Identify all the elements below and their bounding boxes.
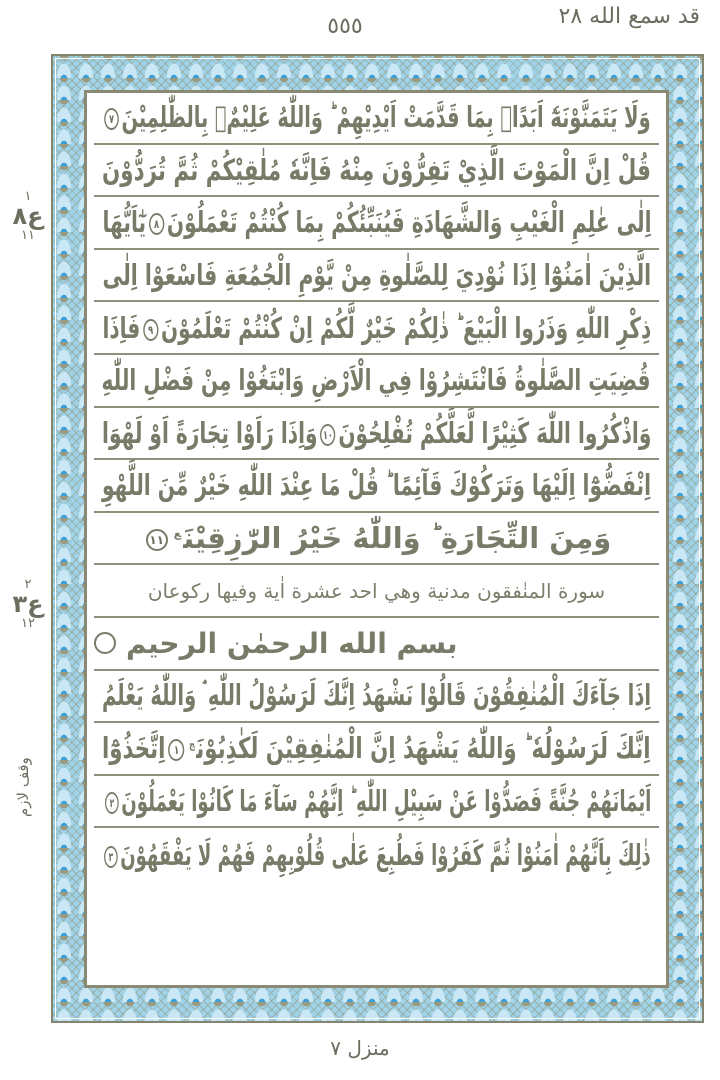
waqf-mark: ج xyxy=(189,737,196,751)
verse-line xyxy=(94,828,659,881)
verse-line-text xyxy=(102,153,651,187)
verse-text: اِذَا جَآءَكَ الْمُنٰفِقُوْنَ قَالُوْا نَشْهَدُ اِنَّكَ لَرَسُوْلُ اللّٰهِ ۘ وَاللّٰهُ يَعْلَمُ xyxy=(101,678,652,713)
verse-line xyxy=(94,250,659,303)
ruku-note-middle: ع٨ xyxy=(12,201,44,230)
ayah-number-marker: ٢ xyxy=(105,792,119,814)
verse-line-text xyxy=(102,678,651,713)
verse-line-text xyxy=(102,838,651,872)
verse-line xyxy=(94,460,659,513)
verse-line xyxy=(94,513,659,566)
verse-line-text xyxy=(102,363,651,397)
ayah-number-marker: ١ xyxy=(169,739,185,761)
verse-text: وَمِنَ التِّجَارَةِ ؕ وَاللّٰهُ خَيْرُ الرّٰزِقِيْنَ xyxy=(183,521,612,556)
basmala-text: بسم الله الرحمٰن الرحيم xyxy=(126,626,458,660)
quran-text-panel xyxy=(86,92,667,986)
verse-text: يٰٓاَيُّهَا xyxy=(102,205,146,240)
verse-text: وَلَا يَتَمَنَّوْنَهٗٓ اَبَدًاۢ بِمَا قَدَّمَتْ اَيْدِيْهِمْ ؕ وَاللّٰهُ عَلِيْمٌۢ بِالظّٰلِمِيْنَ xyxy=(121,100,652,135)
basmala-row xyxy=(94,618,659,671)
surah-title: سورة المنٰفقون مدنية وهي احد عشرة اٰية وفيها ركوعان xyxy=(147,578,606,603)
verse-text: وَاِذَا رَاَوْا تِجَارَةً اَوْ لَهْوَا xyxy=(101,415,318,450)
ruku-note-bottom: ١٢ xyxy=(21,615,35,631)
verse-line xyxy=(94,197,659,250)
verse-text: اِنَّكَ لَرَسُوْلُهٗ ؕ وَاللّٰهُ يَشْهَدُ اِنَّ الْمُنٰفِقِيْنَ لَكٰذِبُوْنَ xyxy=(196,731,651,766)
verse-text: اِنْفَضُّوْٓا اِلَيْهَا وَتَرَكُوْكَ قَآئِمًا ؕ قُلْ مَا عِنْدَ اللّٰهِ خَيْرٌ مِّنَ اللَّهْوِ xyxy=(101,468,652,503)
manzil-label: منزل ٧ xyxy=(330,1036,390,1060)
ruku-mark: ع xyxy=(173,527,182,541)
verse-line xyxy=(94,671,659,724)
page-number: ٥٥٥ xyxy=(327,14,363,39)
verse-text: ذٰلِكَ بِاَنَّهُمْ اٰمَنُوْا ثُمَّ كَفَرُوْا فَطُبِعَ عَلٰى قُلُوْبِهِمْ فَهُمْ لَا يَفْقَهُوْنَ xyxy=(120,837,652,872)
verse-line-text xyxy=(102,258,651,292)
verse-text: ذِكْرِ اللّٰهِ وَذَرُوا الْبَيْعَ ؕ ذٰلِكُمْ خَيْرٌ لَّكُمْ اِنْ كُنْتُمْ تَعْلَمُوْنَ xyxy=(160,310,651,345)
verse-line xyxy=(94,355,659,408)
verse-text: الَّذِيْنَ اٰمَنُوْٓا اِذَا نُوْدِيَ لِلصَّلٰوةِ مِنْ يَّوْمِ الْجُمُعَةِ فَاسْعَوْا اِلٰى xyxy=(102,258,651,293)
verse-line xyxy=(94,408,659,461)
verse-line xyxy=(94,302,659,355)
ruku-note-bottom: ١١ xyxy=(21,227,35,243)
verse-line-text xyxy=(102,784,651,818)
basmala-end-circle-icon xyxy=(94,632,116,654)
verse-text: اِلٰى عٰلِمِ الْغَيْبِ وَالشَّهَادَةِ فَيُنَبِّئُكُمْ بِمَا كُنْتُمْ تَعْمَلُوْنَ xyxy=(166,205,652,240)
waqf-lazim-note: وقف لازم xyxy=(14,757,32,817)
juz-running-head: قد سمع الله ٢٨ xyxy=(558,4,700,29)
verse-text: اِتَّخَذُوْٓا xyxy=(102,731,166,766)
verse-line xyxy=(94,776,659,829)
verse-line xyxy=(94,145,659,198)
verse-text: قُلْ اِنَّ الْمَوْتَ الَّذِيْ تَفِرُّوْنَ مِنْهُ فَاِنَّهٗ مُلٰقِيْكُمْ ثُمَّ تُرَدُّوْنَ xyxy=(102,152,651,187)
verse-line-text xyxy=(102,468,651,502)
verse-line xyxy=(94,723,659,776)
verse-text: وَاذْكُرُوا اللّٰهَ كَثِيْرًا لَّعَلَّكُمْ تُفْلِحُوْنَ xyxy=(338,415,652,450)
ruku-note-top: ٢ xyxy=(24,577,32,592)
verse-text: اَيْمَانَهُمْ جُنَّةً فَصَدُّوْا عَنْ سَبِيْلِ اللّٰهِ ؕ اِنَّهُمْ سَآءَ مَا كَانُوْا يَعْمَلُوْنَ xyxy=(120,784,651,819)
verse-line-text xyxy=(142,521,612,555)
verse-line-text xyxy=(102,731,651,765)
verse-text: قُضِيَتِ الصَّلٰوةُ فَانْتَشِرُوْا فِي الْاَرْضِ وَابْتَغُوْا مِنْ فَضْلِ اللّٰهِ xyxy=(101,363,652,398)
ayah-number-marker: ١٠ xyxy=(320,424,335,446)
ayah-number-marker: ١١ xyxy=(146,529,168,551)
verse-line-text xyxy=(102,100,651,134)
verse-text: فَاِذَا xyxy=(102,310,140,345)
surah-title-row xyxy=(94,565,659,618)
verse-line xyxy=(94,92,659,145)
verse-line-text xyxy=(102,416,651,450)
ayah-number-marker: ٧ xyxy=(105,108,120,130)
verse-line-text xyxy=(102,205,651,239)
ayah-number-marker: ٨ xyxy=(148,213,163,235)
verse-line-text xyxy=(102,311,651,345)
ayah-number-marker: ٣ xyxy=(104,846,118,868)
ruku-margin-note-1 xyxy=(10,190,46,242)
ruku-margin-note-2 xyxy=(10,578,46,630)
ruku-note-middle: ع٣ xyxy=(12,589,44,618)
ruku-note-top: ١ xyxy=(24,189,32,204)
ayah-number-marker: ٩ xyxy=(143,319,158,341)
